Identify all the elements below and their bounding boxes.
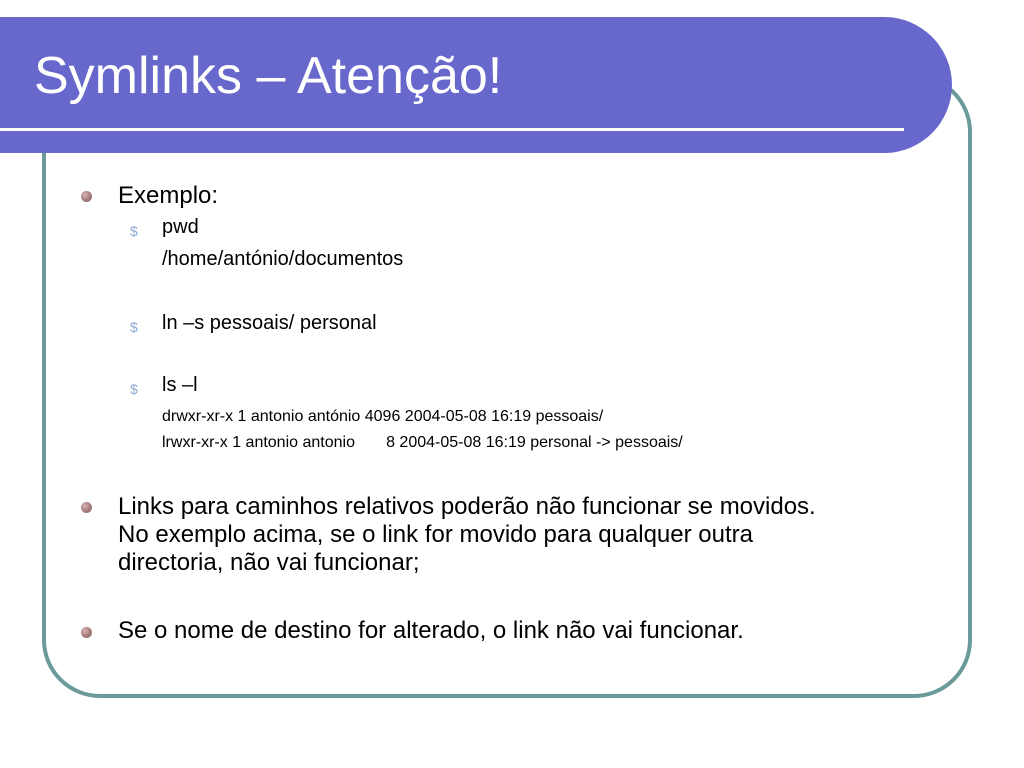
command-ls: ls –l [162, 374, 198, 396]
bullet-text-line: Links para caminhos relativos poderão não funcionar se movidos. [118, 493, 816, 520]
slide-title: Symlinks – Atenção! [34, 47, 503, 105]
bullet-icon [81, 191, 92, 202]
command-pwd: pwd [162, 216, 199, 238]
command-ln: ln –s pessoais/ personal [162, 312, 377, 334]
command-output-line: drwxr-xr-x 1 antonio antónio 4096 2004-05-08 16:19 pessoais/ [162, 408, 604, 425]
bullet-icon [81, 502, 92, 513]
bullet-text-line: directoria, não vai funcionar; [118, 549, 420, 576]
command-output-line: /home/antónio/documentos [162, 248, 404, 270]
dollar-marker-icon: $ [130, 319, 138, 335]
dollar-marker-icon: $ [130, 381, 138, 397]
bullet-text-line: No exemplo acima, se o link for movido para qualquer outra [118, 521, 753, 548]
bullet-icon [81, 627, 92, 638]
title-divider [0, 128, 904, 131]
bullet-text-line: Se o nome de destino for alterado, o link não vai funcionar. [118, 617, 744, 644]
command-output-line: lrwxr-xr-x 1 antonio antonio 8 2004-05-08 16:19 personal -> pessoais/ [162, 434, 683, 451]
dollar-marker-icon: $ [130, 223, 138, 239]
bullet-text-exemplo: Exemplo: [118, 182, 219, 209]
